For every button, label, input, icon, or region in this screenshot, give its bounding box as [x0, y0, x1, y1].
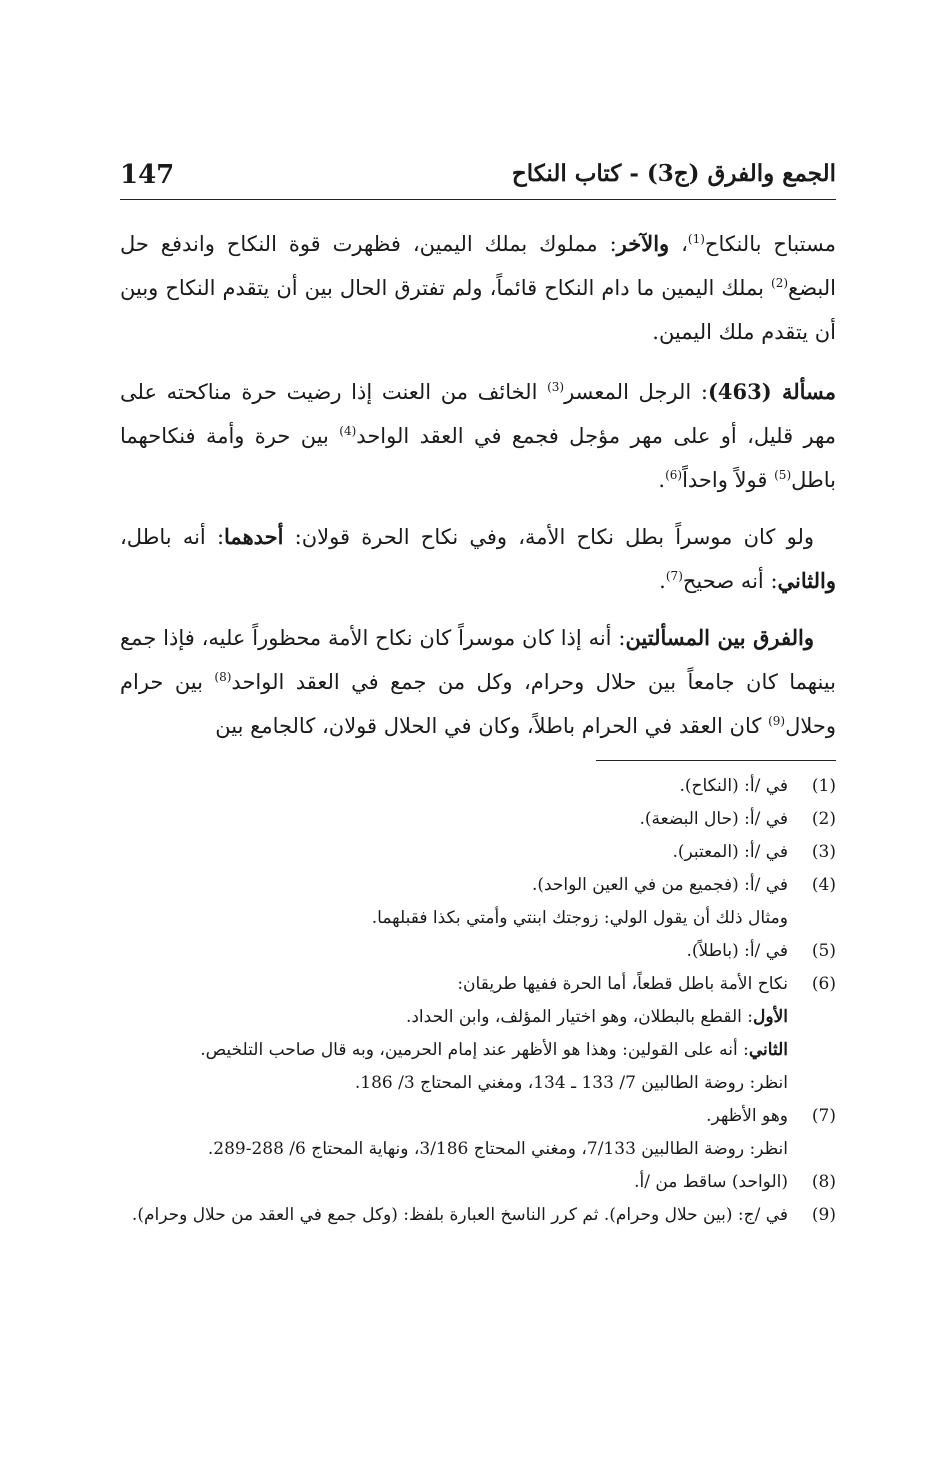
text: : أنه إذا كان موسراً كان نكاح الأمة محظوراً عليه، فإذا جمع بينهما كان جامعاً بين حلال وحرام، وكل من جمع في العقد الواحد — [120, 626, 836, 694]
footnote-number: (2) — [811, 809, 836, 829]
text: : مملوك بملك اليمين، فظهرت قوة النكاح واندفع حل البضع — [120, 232, 836, 300]
footnote-text: ومثال ذلك أن يقول الولي: زوجتك ابنتي وأمتي بكذا فقبلهما. — [371, 908, 788, 928]
footnote-text: (الواحد) ساقط من /أ. — [634, 1172, 788, 1192]
footnote-text: في /أ: (حال البضعة). — [639, 809, 788, 829]
footnote-ref: (8) — [214, 670, 232, 684]
bold-term: والآخر — [616, 231, 670, 256]
footnote-text: في /أ: (باطلاً). — [686, 941, 788, 961]
main-text — [120, 222, 836, 761]
footnote-text — [120, 1034, 788, 1067]
footnote-2 — [120, 803, 836, 836]
footnote-6 — [120, 968, 836, 1100]
footnote-ref: (4) — [339, 424, 357, 438]
footnote-text: في /أ: (فجميع من في العين الواحد). — [531, 875, 788, 895]
page-header — [120, 158, 836, 198]
footnote-number: (8) — [811, 1172, 836, 1192]
footnote-ref: (3) — [547, 380, 565, 394]
text: قولاً واحداً — [682, 468, 775, 492]
text: . — [658, 468, 666, 492]
footnote-text: وهو الأظهر. — [706, 1106, 788, 1126]
bold-term: والفرق بين المسألتين — [625, 625, 815, 650]
footnote-text: انظر: روضة الطالبين 7/133، ومغني المحتاج 3/186، ونهاية المحتاج 6/ 288-289. — [207, 1139, 788, 1159]
footnote-4 — [120, 869, 836, 935]
text: : القطع بالبطلان، وهو اختيار المؤلف، وابن الحداد. — [405, 1007, 754, 1027]
text: : أنه باطل، — [120, 525, 225, 549]
text: كان العقد في الحرام باطلاً، وكان في الحلال قولان، كالجامع بين — [215, 714, 769, 738]
footnote-ref: (6) — [665, 468, 683, 482]
text: الخائف من العنت إذا رضيت حرة مناكحته على مهر قليل، أو على مهر مؤجل فجمع في العقد الواحد — [120, 380, 836, 448]
bold-term: والثاني — [777, 568, 836, 593]
bold-term: الثاني — [748, 1040, 788, 1060]
footnote-number: (6) — [811, 974, 836, 994]
paragraph-3 — [120, 515, 836, 603]
text: : أنه على القولين: وهذا هو الأظهر عند إمام الحرمين، وبه قال صاحب التلخيص. — [200, 1040, 749, 1060]
page-number: 147 — [120, 160, 175, 190]
footnote-ref: (7) — [665, 569, 683, 583]
footnote-5 — [120, 935, 836, 968]
paragraph-4 — [120, 616, 836, 748]
footnote-text: في /ج: (بين حلال وحرام). ثم كرر الناسخ العبارة بلفظ: (وكل جمع في العقد من حلال وحرام). — [131, 1205, 788, 1225]
paragraph-1 — [120, 222, 836, 354]
footnote-9 — [120, 1199, 836, 1232]
text: بين حرة وأمة فنكاحهما باطل — [120, 424, 836, 492]
footnote-number: (3) — [811, 842, 836, 862]
header-rule — [120, 199, 836, 200]
footnotes — [120, 770, 836, 1232]
running-title: الجمع والفرق (ج3) - كتاب النكاح — [511, 160, 836, 187]
footnote-ref: (5) — [774, 468, 792, 482]
paragraph-2 — [120, 370, 836, 502]
footnote-rule — [596, 760, 836, 761]
footnote-ref: (9) — [768, 714, 786, 728]
footnote-text: في /أ: (النكاح). — [679, 776, 788, 796]
footnote-text — [120, 1001, 788, 1034]
bold-term: أحدهما — [224, 524, 284, 549]
footnote-ref: (1) — [687, 232, 705, 246]
footnote-3 — [120, 836, 836, 869]
footnote-text: في /أ: (المعتبر). — [672, 842, 788, 862]
text: : الرجل المعسر — [564, 380, 708, 404]
footnote-number: (9) — [811, 1205, 836, 1225]
issue-heading: مسألة (463) — [707, 379, 836, 404]
bold-term: الأول — [753, 1007, 788, 1027]
footnote-text: نكاح الأمة باطل قطعاً، أما الحرة ففيها طريقان: — [457, 974, 788, 994]
text: ولو كان موسراً بطل نكاح الأمة، وفي نكاح الحرة قولان: — [283, 525, 814, 549]
footnote-7 — [120, 1100, 836, 1166]
footnote-number: (7) — [811, 1106, 836, 1126]
footnote-number: (4) — [811, 875, 836, 895]
text: مستباح بالنكاح — [704, 232, 836, 256]
footnote-number: (1) — [811, 776, 836, 796]
text: . — [659, 569, 666, 593]
footnote-1 — [120, 770, 836, 803]
text: بين حرام وحلال — [120, 670, 836, 738]
footnote-8 — [120, 1166, 836, 1199]
footnote-number: (5) — [811, 941, 836, 961]
footnote-ref: (2) — [771, 276, 789, 290]
text: بملك اليمين ما دام النكاح قائماً، ولم تفترق الحال بين أن يتقدم النكاح وبين أن يتقدم ملك اليمين. — [120, 276, 836, 344]
text: ، — [669, 232, 688, 256]
footnote-text: انظر: روضة الطالبين 7/ 133 ـ 134، ومغني المحتاج 3/ 186. — [354, 1073, 788, 1093]
text: : أنه صحيح — [682, 569, 778, 593]
